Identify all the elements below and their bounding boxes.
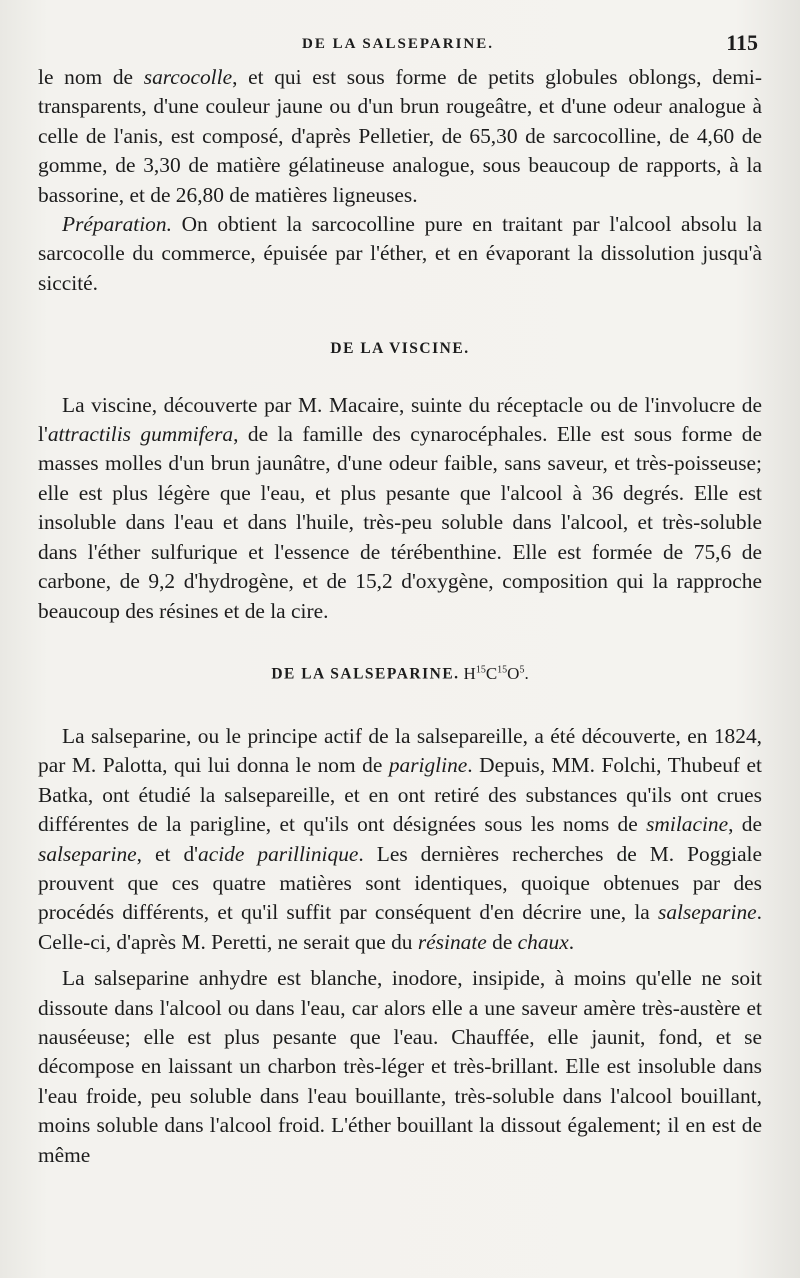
- formula-symbol: O: [507, 663, 520, 683]
- paragraph-sarcocolle: [38, 63, 762, 210]
- italic-term: acide parillinique: [198, 841, 359, 866]
- paragraph-viscine: [38, 391, 762, 626]
- text-run: On obtient la sarcocolline pure en traitant par l'alcool absolu la sarcocolle du commerce, épuisée par l'éther, et en évaporant la dissolution jusqu'à siccité.: [38, 212, 762, 295]
- formula-period: .: [524, 663, 529, 683]
- paragraph-salseparine-properties: [38, 964, 762, 1170]
- paragraph-salseparine-discovery: [38, 722, 762, 957]
- text-run: de: [486, 929, 518, 954]
- formula-symbol: C: [485, 663, 498, 683]
- italic-term: résinate: [417, 929, 487, 954]
- italic-term: salseparine: [38, 841, 137, 866]
- heading-title: DE LA SALSEPARINE.: [271, 665, 460, 683]
- italic-term: salseparine: [658, 900, 757, 925]
- italic-term: attractilis gummifera: [47, 422, 234, 447]
- text-run: .: [568, 929, 575, 954]
- text-run: le nom de: [38, 65, 144, 89]
- text-run: , de: [728, 812, 762, 837]
- paragraph-preparation: [38, 210, 762, 298]
- italic-term: chaux: [517, 929, 569, 954]
- text-run: , et d': [136, 841, 199, 866]
- text-run: . Celle-ci, d'après M. Peretti, ne serait que du: [38, 900, 762, 954]
- text-run: , de la famille des cynarocéphales. Elle est sous forme de masses molles d'un brun jaunâtre, d'une odeur faible, sans saveur, et très-poisseuse; elle est plus légère que l'eau, et plus pesante que l'alcool à 36 degrés. Elle est insoluble dans l'eau et dans l'huile, très-peu soluble dans l'alcool, et très-soluble dans l'éther sulfurique et l'essence de térébenthine. Elle est formée de 75,6 de carbone, de 9,2 d'hydrogène, et de 15,2 d'oxygène, composition qui la rapproche beaucoup des résines et de la cire.: [38, 422, 762, 623]
- page-header: [38, 30, 758, 60]
- formula-symbol: H: [463, 663, 476, 683]
- section-heading-viscine: DE LA VISCINE.: [330, 340, 470, 358]
- section-heading-salseparine: [38, 655, 762, 689]
- text-run: . Depuis, MM. Folchi, Thubeuf et Batka, ont étudié la salsepareille, et en ont retiré des substances qu'ils ont crues différentes de la parigline, et qu'ils ont désignées sous les noms de: [38, 753, 762, 837]
- running-head: DE LA SALSEPARINE.: [301, 36, 494, 52]
- text-run: . Les dernières recherches de M. Poggiale prouvent que ces quatre matières sont identiques, quoique obtenues par des procédés différents, et qu'il suffit par conséquent d'en décrire une, la: [38, 841, 762, 925]
- text-run: , et qui est sous forme de petits globules oblongs, demi-transparents, d'une couleur jaune ou d'un brun rougeâtre, et d'une odeur analogue à celle de l'anis, est composé, d'après Pelletier, de 65,30 de sarcocolline, de 4,60 de gomme, de 3,30 de matière gélatineuse analogue, sous beaucoup de rapports, à la bassorine, et de 26,80 de matières ligneuses.: [38, 65, 762, 207]
- italic-term: smilacine: [646, 812, 729, 837]
- formula-index: 15: [497, 663, 508, 675]
- formula-index: 5: [519, 663, 525, 675]
- text-run: La salseparine anhydre est blanche, inodore, insipide, à moins qu'elle ne soit dissoute dans l'alcool ou dans l'eau, car alors elle a une saveur amère très-austère et nauséeuse; elle est plus pesante que l'eau. Chauffée, elle jaunit, fond, et se décompose en laissant un charbon très-léger et très-brillant. Elle est insoluble dans l'eau froide, peu soluble dans l'eau bouillante, très-soluble dans l'alcool bouillant, moins soluble dans l'alcool froid. L'éther bouillant la dissout également; il en est de même: [38, 966, 762, 1167]
- italic-term: sarcocolle: [143, 65, 233, 89]
- text-run: La salseparine, ou le principe actif de la salsepareille, a été découverte, en 1824, par M. Palotta, qui lui donna le nom de: [38, 723, 762, 778]
- page-body: [38, 63, 762, 1170]
- chemical-formula: [464, 664, 529, 683]
- formula-index: 15: [475, 663, 486, 675]
- italic-term: Préparation.: [62, 212, 172, 237]
- page-number: 115: [726, 30, 758, 55]
- text-run: La viscine, découverte par M. Macaire, suinte du réceptacle ou de l'involucre de l': [38, 392, 762, 447]
- italic-term: parigline: [388, 753, 468, 778]
